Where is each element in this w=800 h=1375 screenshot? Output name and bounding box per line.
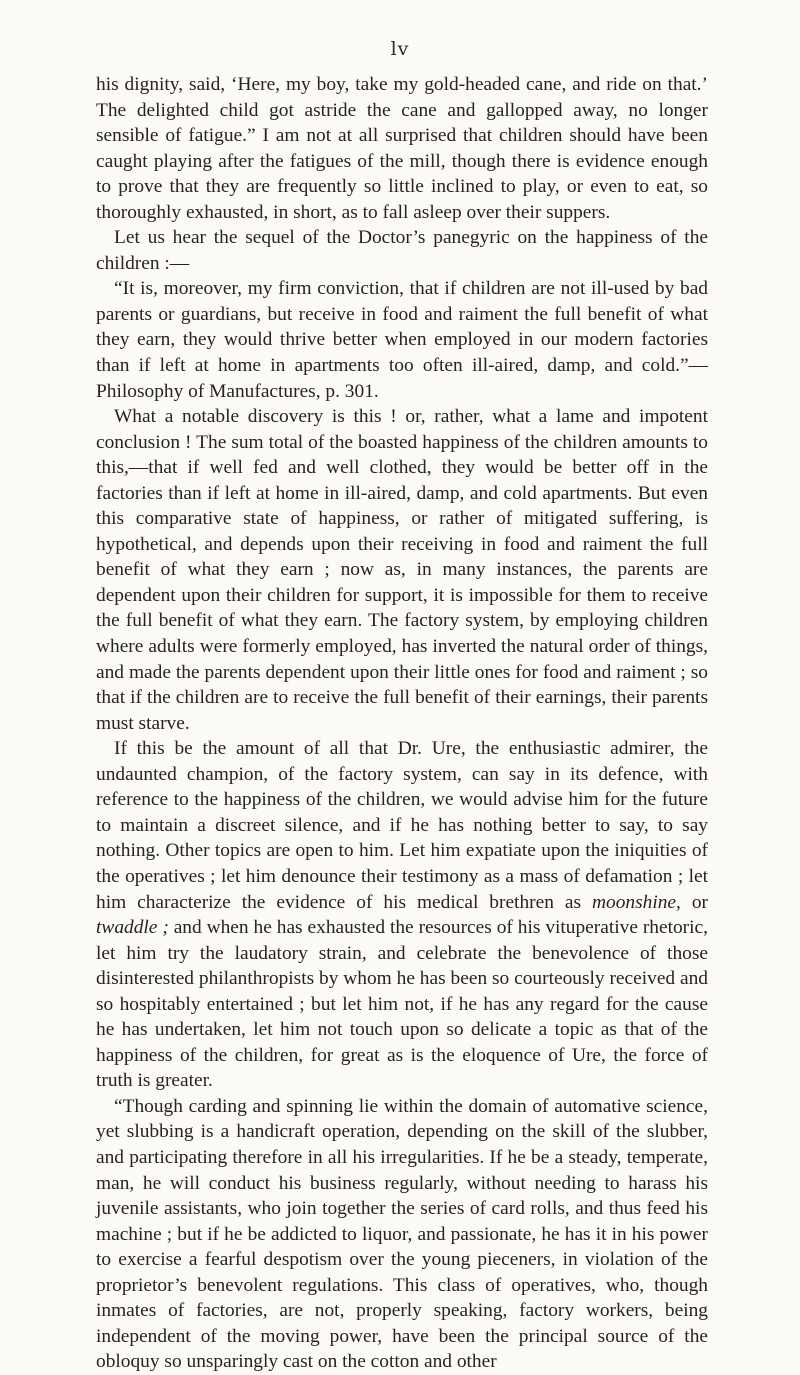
- body-text: [96, 72, 708, 1375]
- paragraph: [96, 225, 708, 276]
- text-run: his dignity, said, ‘Here, my boy, take my gold-headed cane, and ride on that.’ The delighted child got astride the cane and gallopped away, no longer sensible of fatigue.” I am not at all surprised that children should have been caught playing after the fatigues of the mill, though there is evidence enough to prove that they are frequently so little inclined to play, or even to eat, so thoroughly exhausted, in short, as to fall asleep over their suppers.: [96, 74, 708, 223]
- quotation-paragraph: [96, 276, 708, 404]
- text-run: “Though carding and spinning lie within the domain of automative science, yet slubbing is a handicraft operation, depending on the skill of the slubber, and participating therefore in all his irregularities. If he be a steady, temperate, man, he will conduct his business regularly, without needing to harass his juvenile assistants, who join together the series of card rolls, and thus feed his machine ; but if he be addicted to liquor, and passionate, he has it in his power to exercise a fearful despotism over the young pieceners, in violation of the proprietor’s benevolent regulations. This class of operatives, who, though inmates of factories, are not, properly speaking, factory workers, being independent of the moving power, have been the principal source of the obloquy so unsparingly cast on the cotton and other: [96, 1095, 708, 1373]
- text-run: and when he has exhausted the resources of his vituperative rhetoric, let him try the laudatory strain, and celebrate the benevolence of those disinterested philanthropists by whom he has been so courteously received and so hospitably entertained ; but let him not, if he has any regard for the cause he has undertaken, let him not touch upon so delicate a topic as that of the happiness of the children, for great as is the eloquence of Ure, the force of truth is greater.: [96, 917, 708, 1092]
- paragraph: [96, 736, 708, 1094]
- italic-text-run: moonshine: [592, 891, 677, 913]
- text-run: “It is, moreover, my firm conviction, that if children are not ill-used by bad parents or guardians, but receive in food and raiment the full benefit of what they earn, they would thrive better when employed in our modern factories than if left at home in apartments too often ill-aired, damp, and cold.”—Philosophy of Manufactures, p. 301.: [96, 278, 708, 402]
- text-run: , or: [676, 891, 708, 913]
- text-run: Let us hear the sequel of the Doctor’s panegyric on the happiness of the children :—: [96, 227, 708, 274]
- page-number: lv: [390, 38, 410, 60]
- paragraph: [96, 72, 708, 225]
- quotation-paragraph: [96, 1094, 708, 1375]
- italic-text-run: twaddle ;: [96, 917, 169, 939]
- paragraph: [96, 404, 708, 736]
- text-run: What a notable discovery is this ! or, rather, what a lame and impotent conclusion ! The sum total of the boasted happiness of the children amounts to this,—that if well fed and well clothed, they would be better off in the factories than if left at home in ill-aired, damp, and cold apartments. But even this comparative state of happiness, or rather of mitigated suffering, is hypothetical, and depends upon their receiving in food and raiment the full benefit of what they earn ; now as, in many instances, the parents are dependent upon their children for support, it is impossible for them to receive the full benefit of what they earn. The factory system, by employing children where adults were formerly employed, has inverted the natural order of things, and made the parents dependent upon their little ones for food and raiment ; so that if the children are to receive the full benefit of their earnings, their parents must starve.: [96, 406, 708, 734]
- text-run: If this be the amount of all that Dr. Ure, the enthusiastic admirer, the undaunted champion, of the factory system, can say in its defence, with reference to the happiness of the children, we would advise him for the future to maintain a discreet silence, and if he has nothing better to say, to say nothing. Other topics are open to him. Let him expatiate upon the iniquities of the operatives ; let him denounce their testimony as a mass of defamation ; let him characterize the evidence of his medical brethren as: [96, 738, 708, 913]
